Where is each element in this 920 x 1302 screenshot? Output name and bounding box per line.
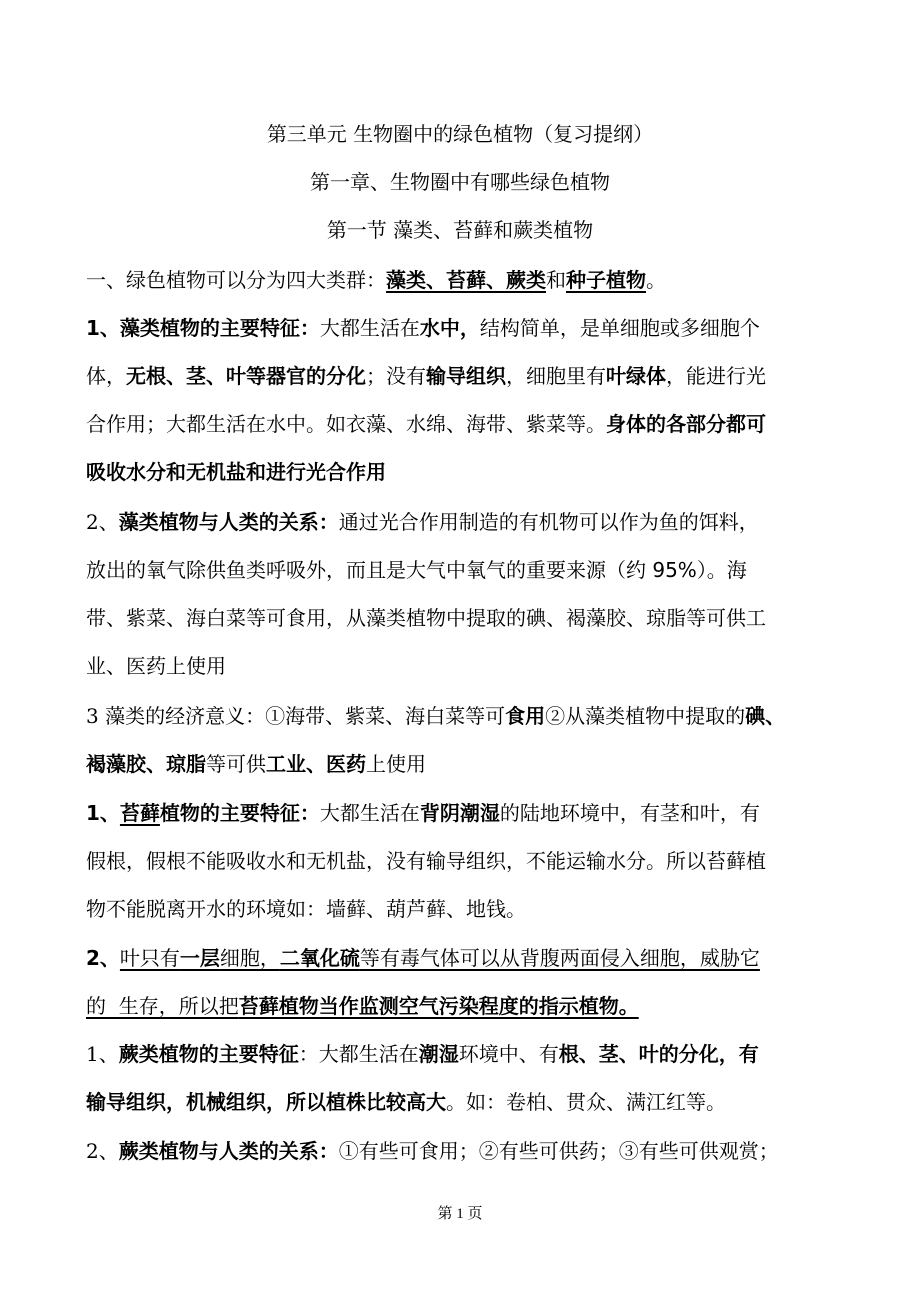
- text-run-underline: 等有毒气体可以从背腹两面侵入细胞，威胁它: [359, 946, 760, 970]
- text-run-bold: 水中，: [419, 316, 480, 340]
- intro-and: 和: [546, 268, 566, 292]
- text-run: 大都生活在: [319, 801, 420, 825]
- intro-paragraph: [86, 266, 666, 294]
- intro-prefix: 一、绿色植物可以分为四大类群：: [86, 268, 386, 292]
- text-run-bold: 输导组织，机械组织，所以植株比较高大: [86, 1090, 446, 1114]
- text-run-underline: 叶只有: [119, 946, 180, 970]
- text-run-bold: 潮湿: [418, 1042, 459, 1066]
- algae-features-line-4: [86, 458, 386, 486]
- text-run: 假根，假根不能吸收水和无机盐，没有输导组织，不能运输水分。所以苔藓植: [86, 849, 766, 873]
- text-run: 大都生活在: [319, 316, 420, 340]
- text-run-bold: 工业、医药: [266, 752, 366, 776]
- text-run: 业、医药上使用: [86, 654, 226, 678]
- text-run: ，能进行光: [666, 364, 766, 388]
- text-run-bold: 叶绿体: [606, 364, 666, 388]
- text-run: 带、紫菜、海白菜等可食用，从藻类植物中提取的碘、褐藻胶、琼脂等可供工: [86, 606, 766, 630]
- text-run-bold: 吸收水分和无机盐和进行光合作用: [86, 460, 386, 484]
- text-run: 物不能脱离开水的环境如：墙藓、葫芦藓、地钱。: [86, 897, 526, 921]
- fern-features-line-1: [86, 1040, 759, 1068]
- text-run: ）。海: [696, 558, 747, 582]
- section-title: 第一节 藻类、苔藓和蕨类植物: [326, 218, 594, 242]
- text-run-bold: 褐藻胶、琼脂: [86, 752, 206, 776]
- moss-features-line-3: [86, 895, 526, 923]
- text-run: 上使用: [366, 752, 426, 776]
- text-run: ，细胞里有: [506, 364, 606, 388]
- text-run-bold: 根、茎、叶的分化，有: [558, 1042, 759, 1066]
- algae-features-line-2: [86, 362, 766, 390]
- algae-economic-line-1: [86, 702, 785, 730]
- algae-relation-line-4: [86, 652, 226, 680]
- fern-relation-label: 蕨类植物与人类的关系：: [118, 1139, 339, 1163]
- text-run-bold-underline: 苔藓植物当作监测空气污染程度的指示植物。: [238, 994, 639, 1018]
- fern-relation-line-1: [86, 1137, 779, 1165]
- intro-groups: 藻类、苔藓、蕨类: [386, 268, 546, 292]
- text-run-bold: 身体的各部分都可: [606, 412, 766, 436]
- text-run: 3 藻类的经济意义：①海带、紫菜、海白菜等可: [86, 704, 506, 728]
- text-run-bold-underline: 二氧化硫: [279, 946, 360, 970]
- fern-features-line-2: [86, 1088, 726, 1116]
- text-run-bold: 无根、茎、叶等器官的分化: [126, 364, 366, 388]
- algae-features-label: 藻类植物的主要特征：: [119, 316, 320, 340]
- text-run-bold: 碘、: [745, 704, 786, 728]
- text-run-underline: 的 生存，所以把: [86, 994, 239, 1018]
- page-number: 第 1 页: [437, 1206, 483, 1222]
- text-run: 放出的氧气除供鱼类呼吸外，而且是大气中氧气的重要来源（约: [86, 558, 646, 582]
- fern-features-label: 蕨类植物的主要特征: [118, 1042, 299, 1066]
- moss-features-line-1: [86, 799, 760, 827]
- algae-relation-line-3: [86, 604, 766, 632]
- list-number: 2、: [86, 946, 120, 970]
- text-run: 。如：卷柏、贯众、满江红等。: [446, 1090, 726, 1114]
- algae-features-line-3: [86, 410, 766, 438]
- moss-indicator-line-1: [86, 944, 760, 972]
- algae-relation-line-1: [86, 508, 759, 536]
- text-run-bold-underline: 苔藓: [119, 801, 160, 825]
- algae-features-line-1: [86, 314, 760, 342]
- text-run: 通过光合作用制造的有机物可以作为鱼的饵料，: [338, 510, 759, 534]
- text-run: 的陆地环境中，有茎和叶，有: [499, 801, 760, 825]
- text-run-underline: 细胞，: [219, 946, 280, 970]
- text-run-bold: 食用: [505, 704, 546, 728]
- text-run: 环境中、有: [458, 1042, 559, 1066]
- list-number: 1、: [86, 801, 120, 825]
- intro-end: 。: [646, 268, 666, 292]
- algae-economic-line-2: [86, 750, 426, 778]
- text-run: ②从藻类植物中提取的: [545, 704, 746, 728]
- moss-indicator-line-2: [86, 992, 639, 1020]
- text-run: 等可供: [206, 752, 266, 776]
- text-run: 结构简单，是单细胞或多细胞个: [479, 316, 760, 340]
- moss-features-line-2: [86, 847, 766, 875]
- unit-title: 第三单元 生物圈中的绿色植物（复习提纲）: [266, 122, 654, 146]
- percent-value: 95%: [646, 558, 697, 582]
- text-run: 合作用；大都生活在水中。如衣藻、水绵、海带、紫菜等。: [86, 412, 606, 436]
- text-run: ①有些可食用；②有些可供药；③有些可供观赏；: [338, 1139, 779, 1163]
- list-number: 1、: [86, 1042, 119, 1066]
- list-number: 2、: [86, 1139, 119, 1163]
- intro-seed-plants: 种子植物: [566, 268, 646, 292]
- text-run-bold-underline: 一层: [179, 946, 220, 970]
- text-run: ；没有: [366, 364, 426, 388]
- list-number: 2、: [86, 510, 119, 534]
- text-run-bold: 背阴潮湿: [419, 801, 500, 825]
- text-run-bold: 输导组织: [426, 364, 506, 388]
- algae-relation-label: 藻类植物与人类的关系：: [118, 510, 339, 534]
- algae-relation-line-2: [86, 556, 747, 584]
- text-run: ：大都生活在: [298, 1042, 419, 1066]
- text-run: 体，: [86, 364, 126, 388]
- list-number: 1、: [86, 316, 120, 340]
- moss-features-label: 植物的主要特征：: [159, 801, 320, 825]
- chapter-title: 第一章、生物圈中有哪些绿色植物: [310, 170, 610, 194]
